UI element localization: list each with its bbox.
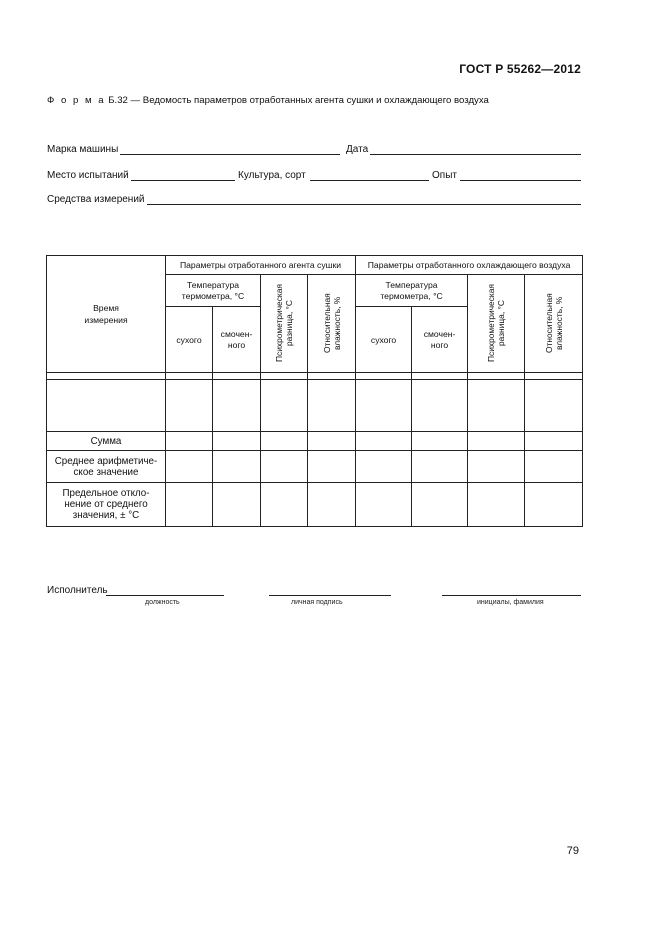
psychro-header-1: Психрометрическая разница, °С xyxy=(261,275,308,373)
date-label: Дата xyxy=(346,144,369,155)
form-prefix: Ф о р м а xyxy=(47,95,106,106)
executor-label: Исполнитель xyxy=(47,585,108,596)
wet-header-2: смочен-ного xyxy=(412,307,468,373)
humidity-header-1: Относительная влажность, % xyxy=(308,275,356,373)
psychro-header-2: Психрометрическая разница, °С xyxy=(468,275,525,373)
measurement-table xyxy=(46,255,583,527)
form-title-text: Б.32 — Ведомость параметров отработанных агента сушки и охлаждающего воздуха xyxy=(108,95,489,106)
place-label: Место испытаний xyxy=(47,170,129,181)
machine-field[interactable] xyxy=(120,154,340,155)
crop-field[interactable] xyxy=(310,180,429,181)
table-row-sum xyxy=(47,432,583,451)
signature-caption: личная подпись xyxy=(291,599,343,606)
experiment-label: Опыт xyxy=(432,170,457,181)
wet-header-1: смочен-ного xyxy=(213,307,261,373)
dry-header-1: сухого xyxy=(166,307,213,373)
deviation-label: Предельное откло-нение от среднего значения, ± °С xyxy=(47,483,166,527)
crop-label: Культура, сорт xyxy=(238,170,306,181)
cooling-air-group-header: Параметры отработанного охлаждающего воздуха xyxy=(356,256,583,275)
name-caption: инициалы, фамилия xyxy=(477,599,544,606)
instruments-label: Средства измерений xyxy=(47,194,145,205)
temp-header-1: Температура термометра, °С xyxy=(166,275,261,307)
name-field[interactable] xyxy=(442,595,581,596)
standard-number: ГОСТ Р 55262—2012 xyxy=(459,62,581,76)
drying-agent-group-header: Параметры отработанного агента сушки xyxy=(166,256,356,275)
position-field[interactable] xyxy=(106,595,224,596)
form-title xyxy=(47,95,489,106)
table-row-mean xyxy=(47,451,583,483)
page-number: 79 xyxy=(566,845,579,857)
time-header: Время измерения xyxy=(47,256,166,373)
signature-field[interactable] xyxy=(269,595,391,596)
instruments-field[interactable] xyxy=(147,204,581,205)
machine-label: Марка машины xyxy=(47,144,119,155)
dry-header-2: сухого xyxy=(356,307,412,373)
mean-label: Среднее арифметиче-ское значение xyxy=(47,451,166,483)
humidity-header-2: Относительная влажность, % xyxy=(525,275,583,373)
place-field[interactable] xyxy=(131,180,235,181)
experiment-field[interactable] xyxy=(460,180,581,181)
position-caption: должность xyxy=(145,599,180,606)
temp-header-2: Температура термометра, °С xyxy=(356,275,468,307)
table-row xyxy=(47,380,583,432)
table-row-deviation xyxy=(47,483,583,527)
date-field[interactable] xyxy=(370,154,581,155)
table-row xyxy=(47,373,583,380)
sum-label: Сумма xyxy=(47,432,166,451)
